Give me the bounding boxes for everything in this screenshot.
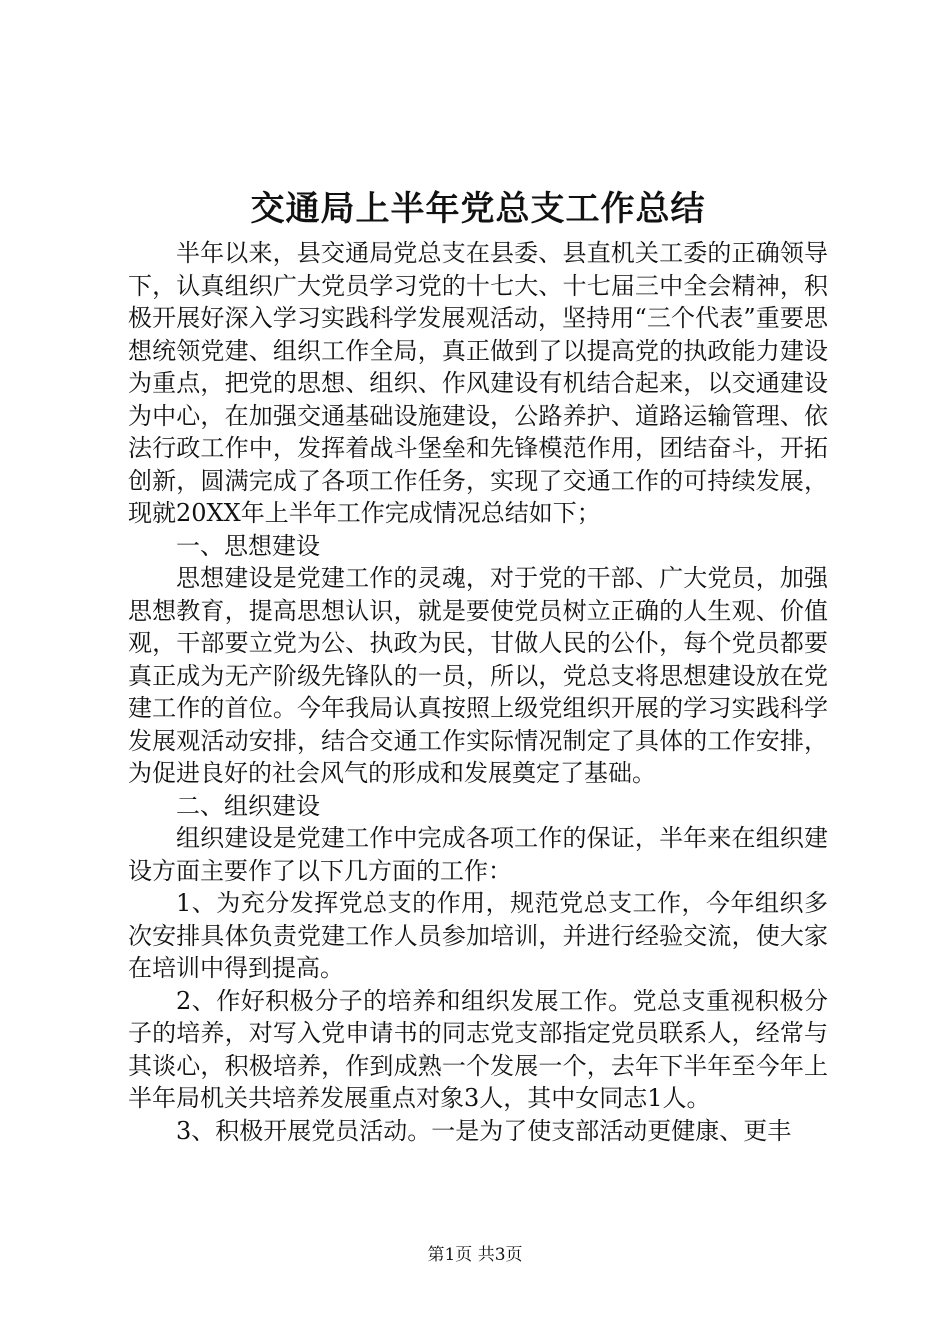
section-body-ideology: 思想建设是党建工作的灵魂，对于党的干部、广大党员，加强思想教育，提高思想认识，就是要使党员树立正确的人生观、价值观，干部要立党为公、执政为民，甘做人民的公仆，每个党员都要真正成为无产阶级先锋队的一员，所以，党总支将思想建设放在党建工作的首位。今年我局认真按照上级党组织开展的学习实践科学发展观活动安排，结合交通工作实际情况制定了具体的工作安排，为促进良好的社会风气的形成和发展奠定了基础。 [128, 564, 828, 787]
section-body-organization: 组织建设是党建工作中完成各项工作的保证，半年来在组织建设方面主要作了以下几方面的工作： [128, 824, 828, 885]
list-item: 2、作好积极分子的培养和组织发展工作。党总支重视积极分子的培养，对写入党申请书的同志党支部指定党员联系人，经常与其谈心，积极培养，作到成熟一个发展一个，去年下半年至今年上半年局机关共培养发展重点对象3人，其中女同志1人。 [128, 986, 828, 1112]
document-title: 交通局上半年党总支工作总结 [250, 189, 706, 229]
section-heading-organization: 二、组织建设 [176, 791, 320, 820]
document-page [128, 183, 828, 1147]
list-item: 1、为充分发挥党总支的作用，规范党总支工作，今年组织多次安排具体负责党建工作人员参加培训，并进行经验交流，使大家在培训中得到提高。 [128, 889, 828, 982]
section-heading-ideology: 一、思想建设 [176, 531, 320, 560]
list-item: 3、积极开展党员活动。一是为了使支部活动更健康、更丰 [176, 1116, 792, 1145]
page-number-footer: 第1页 共3页 [427, 1245, 523, 1265]
intro-paragraph: 半年以来，县交通局党总支在县委、县直机关工委的正确领导下，认真组织广大党员学习党的十七大、十七届三中全会精神，积极开展好深入学习实践科学发展观活动，坚持用“三个代表”重要思想统领党建、组织工作全局，真正做到了以提高党的执政能力建设为重点，把党的思想、组织、作风建设有机结合起来，以交通建设为中心，在加强交通基础设施建设，公路养护、道路运输管理、依法行政工作中，发挥着战斗堡垒和先锋模范作用，团结奋斗，开拓创新，圆满完成了各项工作任务，实现了交通工作的可持续发展，现就20XX年上半年工作完成情况总结如下； [128, 239, 828, 527]
